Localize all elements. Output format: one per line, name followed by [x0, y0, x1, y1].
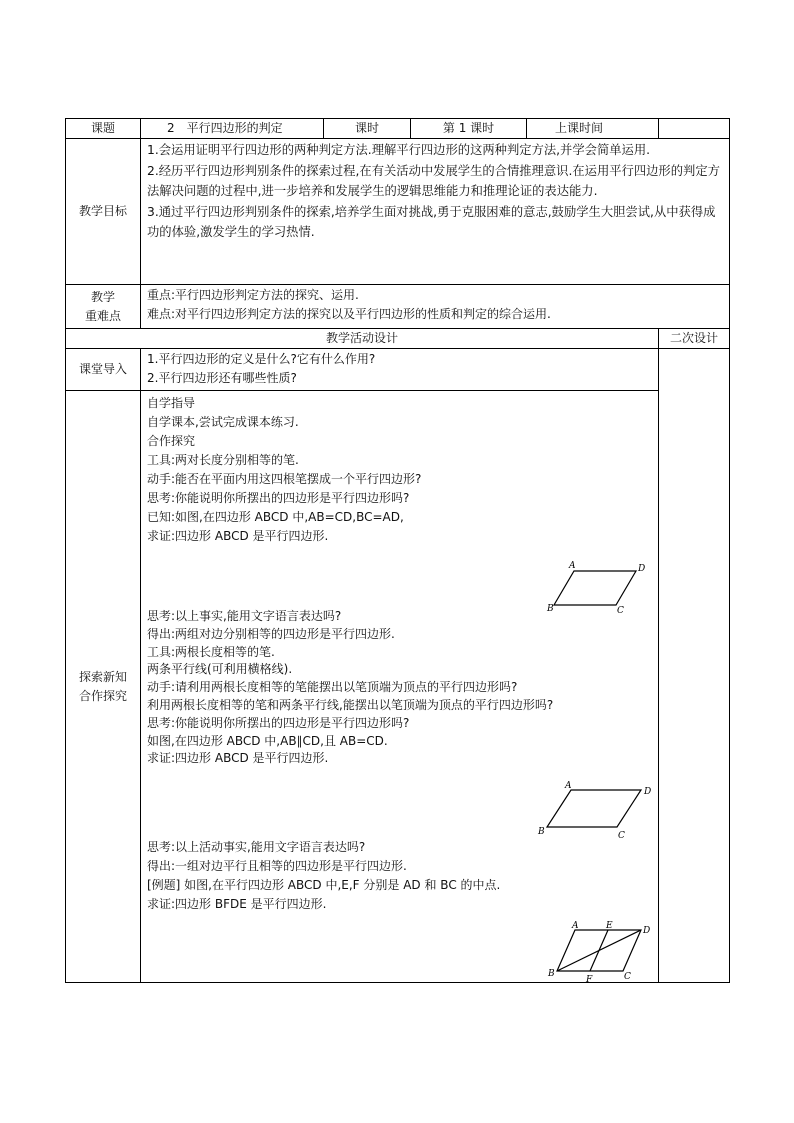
second-design-title: 二次设计 — [659, 329, 730, 349]
svg-text:D: D — [638, 564, 646, 574]
figure-2-area — [147, 768, 652, 841]
svg-text:A: A — [565, 781, 572, 791]
figure-1-area — [147, 546, 652, 616]
svg-text:A: A — [572, 921, 579, 931]
activity-design-title: 教学活动设计 — [66, 329, 659, 349]
explore-block-2: 思考:以上事实,能用文字语言表达吗? 得出:两组对边分别相等的四边形是平行四边形. 工具:两根长度相等的笔. 两条平行线(可利用横格线). 动手:请利用两根长度相等的笔能摆出以笔顶端为顶点的平行四边形吗? 利用两根长度相等的笔和两条平行线,能摆出以笔顶端为顶点的平行四边形吗? 思考:你能说明你所摆出的四边形是平行四边形吗? 如图,在四边形 ABCD 中,AB∥CD,且 AB=CD. 求证:四边形 ABCD 是平行四边形. — [147, 609, 554, 766]
second-design-cell — [659, 349, 730, 983]
explore-content — [141, 391, 659, 983]
difficult-point: 难点:对平行四边形判定方法的探究以及平行四边形的性质和判定的综合运用. — [147, 307, 551, 321]
parallelogram-figure-3 — [541, 921, 661, 983]
goal-3: 3.通过平行四边形判别条件的探索,培养学生面对挑战,勇于克服困难的意志,鼓励学生大胆尝试,从中获得成功的体验,激发学生的学习热情. — [147, 204, 716, 239]
topic-label: 课题 — [66, 119, 141, 139]
intro-q2: 2.平行四边形还有哪些性质? — [147, 371, 297, 385]
class-time-value — [659, 119, 730, 139]
explore-block-3: 思考:以上活动事实,能用文字语言表达吗? 得出:一组对边平行且相等的四边形是平行四边形. [例题] 如图,在平行四边形 ABCD 中,E,F 分别是 AD 和 BC 的中点. 求证:四边形 BFDE 是平行四边形. — [147, 840, 501, 912]
svg-text:C: C — [624, 972, 631, 982]
svg-text:A: A — [569, 561, 576, 571]
svg-text:C: C — [618, 831, 625, 841]
svg-text:B: B — [547, 604, 554, 614]
explore-label: 探索新知 合作探究 — [66, 391, 141, 983]
svg-text:C: C — [617, 606, 624, 616]
lesson-plan-table — [65, 118, 730, 983]
svg-text:B: B — [548, 969, 555, 979]
intro-content — [141, 349, 659, 391]
key-content — [141, 285, 730, 329]
key-point: 重点:平行四边形判定方法的探究、运用. — [147, 288, 359, 302]
intro-q1: 1.平行四边形的定义是什么?它有什么作用? — [147, 352, 376, 366]
goals-content — [141, 139, 730, 285]
class-time-label: 上课时间 — [527, 119, 659, 139]
hours-label: 课时 — [324, 119, 411, 139]
hours-value: 第 1 课时 — [411, 119, 527, 139]
key-label: 教学 重难点 — [66, 285, 141, 329]
intro-label: 课堂导入 — [66, 349, 141, 391]
svg-text:D: D — [644, 787, 652, 797]
svg-text:E: E — [606, 921, 613, 931]
topic-value: 2 平行四边形的判定 — [141, 119, 324, 139]
svg-text:F: F — [586, 975, 593, 983]
goal-2: 2.经历平行四边形判别条件的探索过程,在有关活动中发展学生的合情推理意识.在运用平行四边形的判定方法解决问题的过程中,进一步培养和发展学生的逻辑思维能力和推理论证的表达能力. — [147, 163, 720, 198]
goal-1: 1.会运用证明平行四边形的两种判定方法.理解平行四边形的这两种判定方法,并学会简单运用. — [147, 143, 651, 157]
svg-text:B: B — [538, 827, 545, 837]
parallelogram-figure-1 — [533, 559, 663, 619]
parallelogram-figure-2 — [527, 781, 667, 847]
goals-label: 教学目标 — [66, 139, 141, 285]
explore-block-1: 自学指导 自学课本,尝试完成课本练习. 合作探究 工具:两对长度分别相等的笔. 动手:能否在平面内用这四根笔摆成一个平行四边形? 思考:你能说明你所摆出的四边形是平行四边形吗? 已知:如图,在四边形 ABCD 中,AB=CD,BC=AD, 求证:四边形 ABCD 是平行四边形. — [147, 396, 422, 543]
svg-text:D: D — [643, 926, 651, 936]
